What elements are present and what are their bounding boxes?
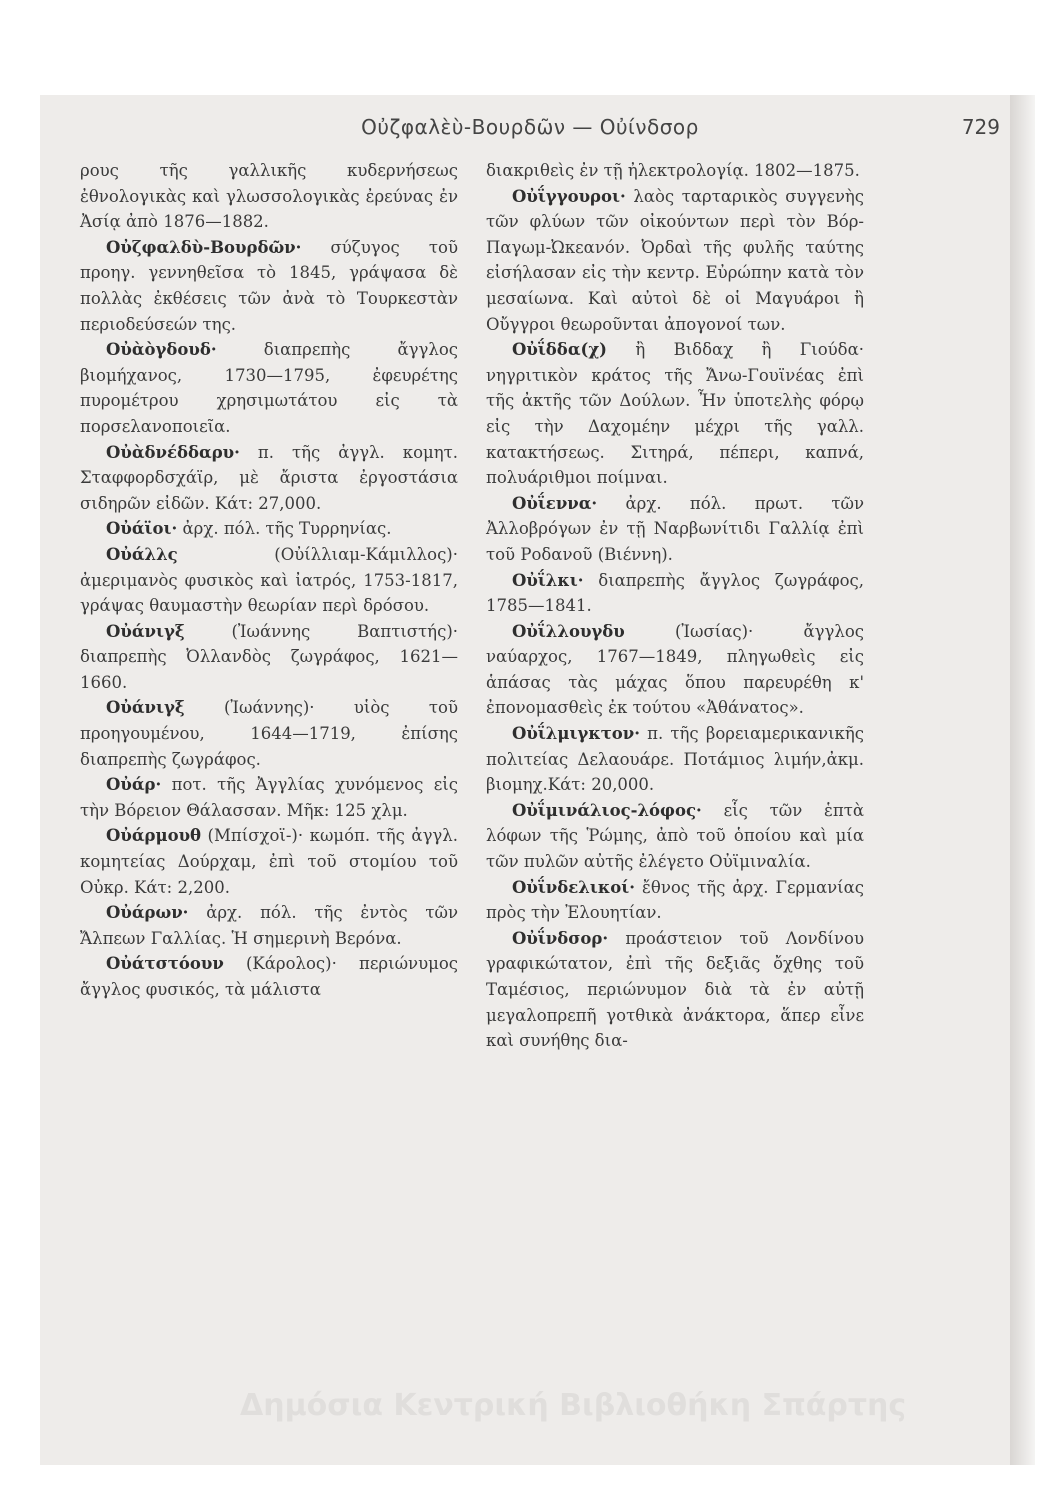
- entry-headword: Οὐζφαλδὺ-Βουρδῶν·: [106, 237, 302, 257]
- entry-text: διακριθεὶς ἐν τῇ ἠλεκτρολογίᾳ. 1802—1875.: [486, 161, 860, 180]
- entry-headword: Οὐάρ·: [106, 775, 162, 795]
- entry-text: (Ἰωάννης Βαπτιστής)· διαπρεπὴς Ὀλλανδὸς ζωγράφος, 1621—1660.: [80, 621, 458, 692]
- entry-text: διαπρεπὴς ἄγγλος βιομήχανος, 1730—1795, ἐφευρέτης πυρομέτρου χρησιμωτάτου εἰς τὰ πορσελανοποιεῖα.: [80, 340, 458, 436]
- dictionary-entry: [80, 900, 458, 951]
- dictionary-entry: [80, 337, 458, 439]
- dictionary-entry: [80, 440, 458, 517]
- entry-headword: Οὐὰδνέδδαρυ·: [106, 442, 240, 462]
- entry-headword: Οὐάρμουθ: [106, 826, 202, 846]
- dictionary-entry: [80, 235, 458, 337]
- entry-text: ἢ Βιδδαχ ἢ Γιούδα· νηγριτικὸν κράτος τῆς Ἄνω-Γουϊνέας ἐπὶ τῆς ἀκτῆς τῶν Δούλων. Ἦν ὑποτελὴς φόρῳ εἰς τὴν Δαχομέην μέχρι τῆς γαλλ. κατακτήσεως. Σιτηρά, πέπερι, καπνά, πολυάριθμοι ποίμναι.: [486, 340, 864, 488]
- entry-text: λαὸς ταρταρικὸς συγγενὴς τῶν φλύων τῶν οἰκούντων περὶ τὸν Βόρ-Παγωμ-Ὠκεανόν. Ὀρδαὶ τῆς φυλῆς ταύτης εἰσήλασαν εἰς τὴν κεντρ. Εὐρώπην κατὰ τὸν μεσαίωνα. Καὶ αὐτοὶ δὲ οἱ Μαγυάροι ἢ Οὔγγροι θεωροῦνται ἀπογονοί των.: [486, 186, 865, 334]
- dictionary-entry: [486, 619, 864, 721]
- entry-text: σύζυγος τοῦ προηγ. γεννηθεῖσα τὸ 1845, γράψασα δὲ πολλὰς ἐκθέσεις τῶν ἀνὰ τὸ Τουρκεστὰν περιοδεύσεών της.: [80, 237, 459, 334]
- dictionary-entry: [80, 158, 458, 235]
- dictionary-entry: [486, 875, 864, 926]
- entry-headword: Οὐΐνδελικοί·: [512, 877, 635, 897]
- dictionary-entry: [80, 772, 458, 823]
- dictionary-entry: [80, 695, 458, 772]
- dictionary-entry: [486, 721, 864, 798]
- dictionary-entry: [486, 491, 864, 568]
- entry-text: ἀρχ. πόλ. τῆς Τυρρηνίας.: [182, 519, 392, 539]
- entry-headword: Οὐΐγγουροι·: [512, 186, 626, 206]
- entry-headword: Οὐΐδδα(χ): [512, 340, 607, 360]
- dictionary-entry: [486, 926, 864, 1054]
- entry-text: (Κάρολος)· περιώνυμος ἄγγλος φυσικός, τὰ μάλιστα: [80, 954, 458, 999]
- entry-text: ἔθνος τῆς ἀρχ. Γερμανίας πρὸς τὴν Ἐλουητίαν.: [486, 877, 865, 923]
- entry-headword: Οὐάτστόουν: [106, 954, 224, 974]
- dictionary-entry: [80, 951, 458, 1002]
- page-edge-shadow: [1010, 95, 1035, 1465]
- entry-text: ρους τῆς γαλλικῆς κυδερνήσεως ἐθνολογικὰς καὶ γλωσσολογικὰς ἐρεύνας ἐν Ἀσίᾳ ἀπὸ 1876—1882.: [80, 161, 458, 232]
- entry-text: (Οὐίλλιαμ-Κάμιλλος)· ἀμεριμανὸς φυσικὸς καὶ ἰατρός, 1753-1817, γράψας θαυμαστὴν θεωρίαν περὶ δρόσου.: [80, 544, 458, 616]
- entry-headword: Οὐΐλλουγδυ: [512, 621, 625, 641]
- entry-headword: Οὐάνιγξ: [106, 698, 185, 718]
- entry-text: π. τῆς ἀγγλ. κομητ. Σταφφορδσχάϊρ, μὲ ἄριστα ἐργοστάσια σιδηρῶν εἰδῶν. Κάτ: 27,000.: [80, 442, 459, 513]
- dictionary-entry: [486, 184, 864, 338]
- dictionary-entry: [486, 568, 864, 619]
- dictionary-entry: [80, 619, 458, 696]
- entry-text: (Ἰωσίας)· ἄγγλος ναύαρχος, 1767—1849, πληγωθεὶς εἰς ἁπάσας τὰς μάχας ὅπου παρευρέθη κ' ἐπονομασθεὶς ἐκ τούτου «Ἀθάνατος».: [486, 621, 864, 718]
- library-watermark: Δημόσια Κεντρική Βιβλιοθήκη Σπάρτης: [240, 1388, 907, 1423]
- dictionary-entry: [486, 798, 864, 875]
- page-number: 729: [961, 115, 1000, 139]
- entry-text: ἀρχ. πόλ. πρωτ. τῶν Ἀλλοβρόγων ἐν τῇ Ναρβωνίτιδι Γαλλίᾳ ἐπὶ τοῦ Ροδανοῦ (Βιέννη).: [486, 493, 864, 564]
- entry-text: εἷς τῶν ἑπτὰ λόφων τῆς Ῥώμης, ἀπὸ τοῦ ὁποίου καὶ μία τῶν πυλῶν αὐτῆς ἐλέγετο Οὐϊμιναλία.: [486, 800, 864, 872]
- dictionary-entry: [80, 516, 458, 542]
- dictionary-entry: [80, 542, 458, 619]
- dictionary-entry: [80, 823, 458, 900]
- entry-headword: Οὐΐλμιγκτον·: [512, 724, 640, 744]
- entry-headword: Οὐάρων·: [106, 903, 189, 923]
- entry-headword: Οὐάλλς: [106, 544, 178, 564]
- right-column: [486, 158, 864, 1054]
- entry-headword: Οὐάϊοι·: [106, 519, 178, 539]
- entry-headword: Οὐΐεννα·: [512, 493, 598, 513]
- entry-headword: Οὐΐμινάλιος-λόφος·: [512, 800, 702, 820]
- dictionary-entry: [486, 158, 864, 184]
- entry-headword: Οὐΐνδσορ·: [512, 928, 609, 948]
- entry-text: (Μπίσχοϊ-)· κωμόπ. τῆς ἀγγλ. κομητείας Δούρχαμ, ἐπὶ τοῦ στομίου τοῦ Οὐκρ. Κάτ: 2,200.: [80, 826, 458, 897]
- left-column: [80, 158, 458, 1003]
- running-header: Οὐζφαλὲὺ-Βουρδῶν — Οὐίνδσορ: [361, 115, 699, 139]
- entry-text: (Ἰωάννης)· υἱὸς τοῦ προηγουμένου, 1644—1719, ἐπίσης διαπρεπὴς ζωγράφος.: [80, 698, 458, 769]
- entry-text: ἀρχ. πόλ. τῆς ἐντὸς τῶν Ἄλπεων Γαλλίας. Ἡ σημερινὴ Βερόνα.: [80, 903, 458, 948]
- entry-headword: Οὐάνιγξ: [106, 621, 185, 641]
- entry-text: διαπρεπὴς ἄγγλος ζωγράφος, 1785—1841.: [486, 570, 864, 616]
- entry-headword: Οὐὰὸγδουδ·: [106, 340, 217, 360]
- entry-text: προάστειον τοῦ Λονδίνου γραφικώτατον, ἐπὶ τῆς δεξιᾶς ὄχθης τοῦ Ταμέσιος, περιώνυμον διὰ τὰ ἐν αὐτῇ μεγαλοπρεπῆ γοτθικὰ ἀνάκτορα, ἅπερ εἶνε καὶ συνήθης δια-: [486, 928, 865, 1051]
- entry-text: ποτ. τῆς Ἀγγλίας χυνόμενος εἰς τὴν Βόρειον Θάλασσαν. Μῆκ: 125 χλμ.: [80, 775, 459, 820]
- dictionary-entry: [486, 337, 864, 491]
- entry-headword: Οὐΐλκι·: [512, 570, 584, 590]
- entry-text: π. τῆς βορειαμερικανικῆς πολιτείας Δελαουάρε. Ποτάμιος λιμήν,ἀκμ. βιομηχ.Κάτ: 20,000.: [486, 724, 864, 795]
